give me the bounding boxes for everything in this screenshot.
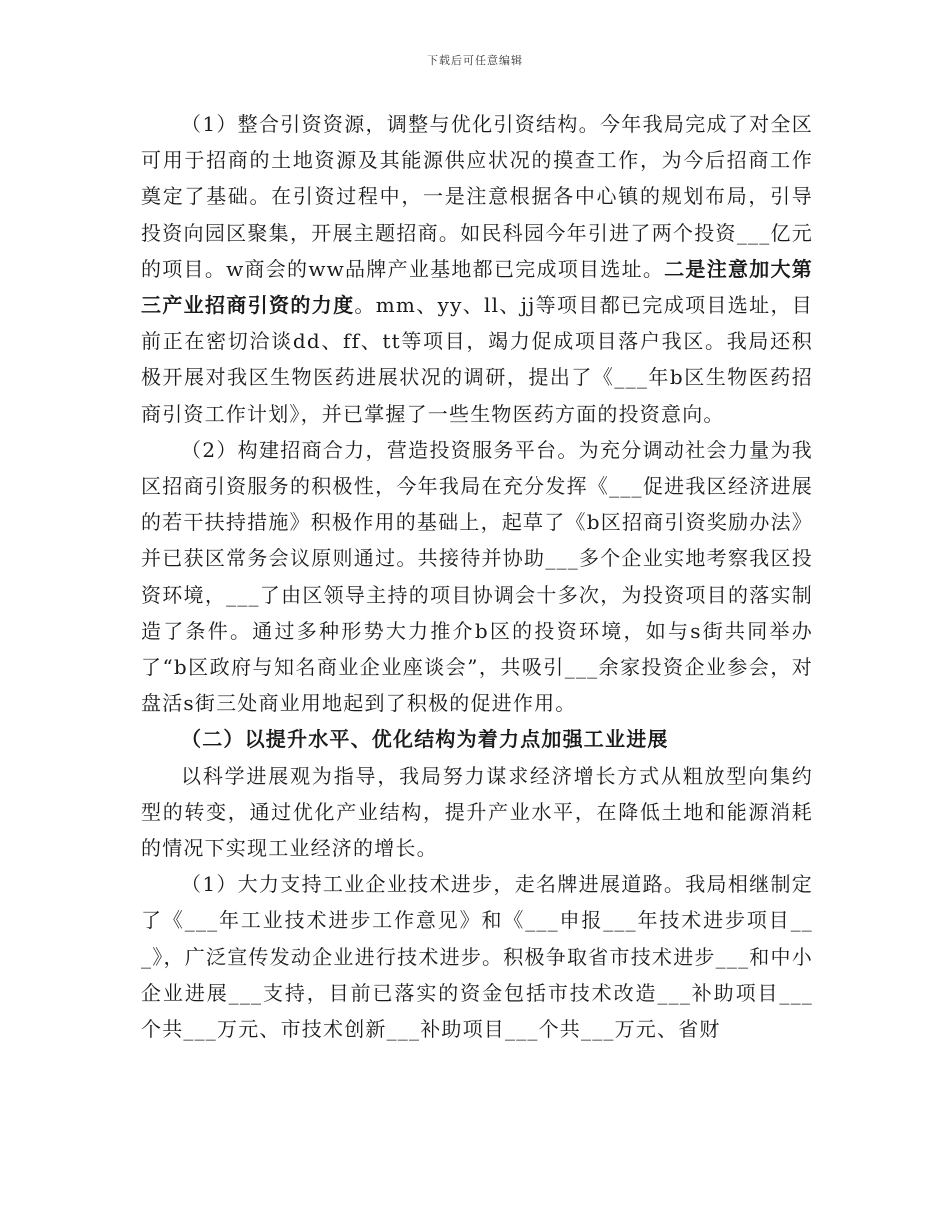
section-heading: （二）以提升水平、优化结构为着力点加强工业进展 xyxy=(181,727,669,752)
paragraph-service-platform: （2）构建招商合力，营造投资服务平台。为充分调动社会力量为我区招商引资服务的积极性，今年我局在充分发挥《___促进我区经济进展的若干扶持措施》积极作用的基础上，起草了《b区招商引资奖励办法》并已获区常务会议原则通过。共接待并协助___多个企业实地考察我区投资环境，___了由区领导主持的项目协调会十多次，为投资项目的落实制造了条件。通过多种形势大力推介b区的投资环境，如与s街共同举办了“b区政府与知名商业企业座谈会”，共吸引___余家投资企业参会，对盘活s街三处商业用地起到了积极的促进作用。 xyxy=(141,437,813,716)
paragraph-text: 。mm、yy、ll、jj等项目都已完成项目选址，目前正在密切洽谈dd、ff、tt等项目，竭力促成项目落户我区。我局还积极开展对我区生物医药进展状况的调研，提出了《___年b区生物医药招商引资工作计划》，并已掌握了一些生物医药方面的投资意向。 xyxy=(141,293,813,426)
paragraph-text: （1）整合引资资源，调整与优化引资结构。今年我局完成了对全区可用于招商的土地资源及其能源供应状况的摸查工作，为今后招商工作奠定了基础。在引资过程中，一是注意根据各中心镇的规划布局，引导投资向园区聚集，开展主题招商。如民科园今年引进了两个投资___亿元的项目。w商会的ww品牌产业基地都已完成项目选址。 xyxy=(141,112,813,281)
paragraph-investment-structure xyxy=(141,106,813,432)
bold-emphasis: 二是注意加大第三产业招商引资的力度 xyxy=(141,256,814,318)
paragraph-tech-progress: （1）大力支持工业企业技术进步，走名牌进展道路。我局相继制定了《___年工业技术进步工作意见》和《___申报___年技术进步项目___》，广泛宣传发动企业进行技术进步。积极争取省市技术进步___和中小企业进展___支持，目前已落实的资金包括市技术改造___补助项目___个共___万元、市技术创新___补助项目___个共___万元、省财 xyxy=(141,872,813,1042)
paragraph-industry-intro: 以科学进展观为指导，我局努力谋求经济增长方式从粗放型向集约型的转变，通过优化产业结构，提升产业水平，在降低土地和能源消耗的情况下实现工业经济的增长。 xyxy=(141,763,813,861)
document-body xyxy=(141,106,813,1047)
page-header: 下载后可任意编辑 xyxy=(427,54,523,67)
